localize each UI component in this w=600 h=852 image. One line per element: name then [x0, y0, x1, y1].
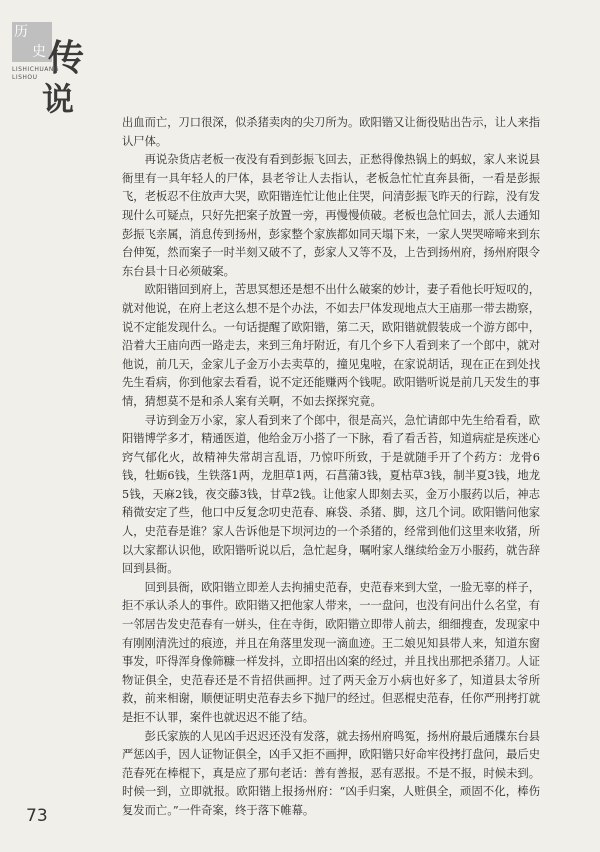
paragraph-4: 寻访到金万小家，家人看到来了个郎中，很是高兴，急忙请郎中先生给看看，欧阳锴博学多才，精通医道，他给金万小搭了一下脉，看了看舌苔，知道病症是疾迷心窍气郁化火，故精神失常胡言乱语，乃惊吓所致，于是就随手开了个药方：龙骨6钱，牡蛎6钱，生铁落1两，龙胆草1两，石菖蒲3钱，夏枯草3钱，制半夏3钱，地龙5钱，天麻2钱，夜交藤3钱，甘草2钱。让他家人即刻去买，金万小服药以后，神志稍微安定了些，他口中反复念叨史范春、麻袋、杀猪、脚，这几个词。欧阳锴问他家人，史范春是谁？家人告诉他是下坝河边的一个杀猪的，经常到他们这里来收猪，所以大家都认识他，欧阳锴听说以后，急忙起身，嘱咐家人继续给金万小服药，就告辞回到县衙。 — [122, 413, 540, 576]
logo-box-char-1: 历 — [14, 24, 28, 40]
paragraph-3: 欧阳锴回到府上，苦思冥想还是想不出什么破案的妙计，妻子看他长吁短叹的，就对他说，在府上老这么想不是个办法，不如去尸体发现地点大王庙那一带去勘察，说不定能发现什么。一句话提醒了欧阳锴，第二天，欧阳锴就假装成一个游方郎中，沿着大王庙向西一路走去，来到三角圩附近，有几个乡下人看到来了一个郎中，就对他说，前几天，金家儿子金万小去卖草的，撞见鬼啦，在家说胡话，现在正在到处找先生看病，你到他家去看看，说不定还能赚两个钱呢。欧阳锴听说是前几天发生的事情，猜想莫不是和杀人案有关啊，不如去探探究竟。 — [122, 283, 540, 408]
logo-latin-line-1: LISHICHUANG — [12, 66, 60, 73]
paragraph-5: 回到县衙，欧阳锴立即差人去拘捕史范春，史范春来到大堂，一脸无辜的样子，拒不承认杀人的事件。欧阳锴又把他家人带来，一一盘问，也没有问出什么名堂，有一邻居告发史范春有一姘头，住在寺街，欧阳锴立即带人前去，细细搜查，发现家中有刚刚清洗过的痕迹，并且在角落里发现一滴血迹。王二娘见知县带人来，知道东窗事发，吓得浑身像筛糠一样发抖，立即招出凶案的经过，并且找出那把杀猪刀。人证物证俱全，史范春还是不肯招供画押。过了两天金万小病也好多了，知道县太爷所救，前来相谢，顺便证明史范春去乡下抛尸的经过。但恶棍史范春，任你严刑拷打就是拒不认罪，案件也就迟迟不能了结。 — [122, 580, 540, 724]
logo-latin-line-2: LISHOU — [12, 74, 38, 81]
paragraph-1: 出血而亡，刀口很深，似杀猪卖肉的尖刀所为。欧阳锴又让衙役贴出告示，让人来指认尸体。 — [122, 116, 540, 148]
page-number: 73 — [26, 806, 48, 826]
logo-brush-char-1: 传 — [48, 37, 85, 79]
logo-brush-char-2: 说 — [42, 80, 75, 118]
paragraph-6: 彭氏家族的人见凶手迟迟还没有发落，就去扬州府鸣冤，扬州府最后通牒东台县严惩凶手，因人证物证俱全，凶手又拒不画押，欧阳锴只好命牢役拷打盘问，最后史范春死在棒棍下，真是应了那句老话：善有善报，恶有恶报。不是不报，时候未到。时候一到，立即就报。欧阳锴上报扬州府：“凶手归案，人赃俱全，顽固不化，棒伤复发而亡。”一件奇案，终于落下帷幕。 — [122, 729, 540, 817]
paragraph-2: 再说杂货店老板一夜没有看到彭振飞回去，正愁得像热锅上的蚂蚁，家人来说县衙里有一具年轻人的尸体，县老爷让人去指认，老板急忙忙直奔县衙，一看是彭振飞，老板忍不住放声大哭，欧阳锴连忙让他止住哭，问清彭振飞昨天的行踪，没有发现什么可疑点，只好先把案子放置一旁，再慢慢侦破。老板也急忙回去，派人去通知彭振飞亲属，消息传到扬州，彭家整个家族都如同天塌下来，一家人哭哭啼啼来到东台伸冤，然而案子一时半刻又破不了，彭家人又等不及，上告到扬州府，扬州府限令东台县十日必须破案。 — [122, 153, 540, 278]
logo-box — [12, 22, 52, 62]
article-body — [122, 114, 540, 821]
logo-box-char-2: 史 — [32, 44, 46, 60]
section-logo — [12, 22, 85, 118]
